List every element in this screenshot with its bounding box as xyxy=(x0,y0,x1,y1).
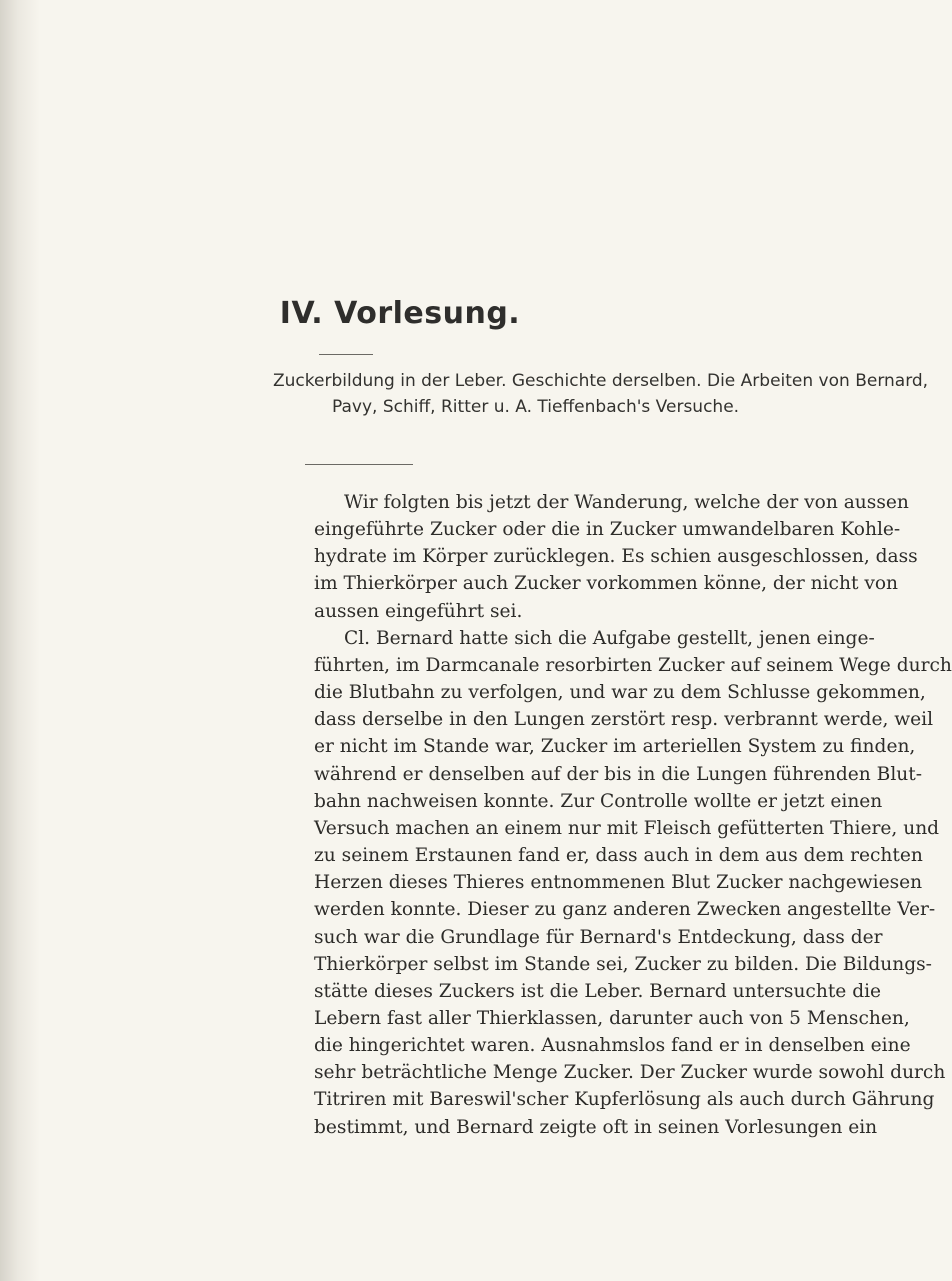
text-line: im Thierkörper auch Zucker vorkommen könne, der nicht von xyxy=(314,573,899,595)
text-line: die Blutbahn zu verfolgen, und war zu dem Schlusse gekommen, xyxy=(314,682,926,704)
text-line: Wir folgten bis jetzt der Wanderung, welche der von aussen xyxy=(344,492,909,513)
text-line: werden konnte. Dieser zu ganz anderen Zwecken angestellte Ver- xyxy=(314,899,936,921)
text-line: bestimmt, und Bernard zeigte oft in seinen Vorlesungen ein xyxy=(314,1116,878,1138)
paragraph xyxy=(314,489,918,625)
text-line: zu seinem Erstaunen fand er, dass auch in dem aus dem rechten xyxy=(314,845,923,867)
text-line: Herzen dieses Thieres entnommenen Blut Zucker nachgewiesen xyxy=(314,872,923,894)
chapter-summary xyxy=(0,368,929,420)
text-line: Lebern fast aller Thierklassen, darunter auch von 5 Menschen, xyxy=(314,1007,910,1029)
text-line: Thierkörper selbst im Stande sei, Zucker zu bilden. Die Bildungs- xyxy=(314,953,932,975)
text-line: sehr beträchtliche Menge Zucker. Der Zucker wurde sowohl durch xyxy=(314,1062,946,1084)
text-line: während er denselben auf der bis in die Lungen führenden Blut- xyxy=(314,763,923,785)
summary-line: Pavy, Schiff, Ritter u. A. Tieffenbach's Versuche. xyxy=(332,397,740,417)
chapter-title: IV. Vorlesung. xyxy=(279,296,521,331)
text-line: bahn nachweisen konnte. Zur Controlle wollte er jetzt einen xyxy=(314,790,883,812)
text-line: die hingerichtet waren. Ausnahmslos fand er in denselben eine xyxy=(314,1035,911,1057)
paragraph xyxy=(314,625,952,1141)
text-line: such war die Grundlage für Bernard's Entdeckung, dass der xyxy=(314,926,883,948)
text-line: Cl. Bernard hatte sich die Aufgabe gestellt, jenen einge- xyxy=(344,627,875,649)
text-line: aussen eingeführt sei. xyxy=(314,600,523,622)
page-edge-shadow xyxy=(0,0,40,1281)
text-line: führten, im Darmcanale resorbirten Zucker auf seinem Wege durch xyxy=(314,654,952,676)
summary-line: Zuckerbildung in der Leber. Geschichte derselben. Die Arbeiten von Bernard, xyxy=(273,371,929,391)
summary-divider xyxy=(305,464,413,465)
text-line: er nicht im Stande war, Zucker im arteriellen System zu finden, xyxy=(314,736,916,758)
text-line: eingeführte Zucker oder die in Zucker umwandelbaren Kohle- xyxy=(314,519,901,541)
text-line: hydrate im Körper zurücklegen. Es schien ausgeschlossen, dass xyxy=(314,546,918,568)
body-text xyxy=(314,489,952,1141)
text-line: stätte dieses Zuckers ist die Leber. Bernard untersuchte die xyxy=(314,980,882,1002)
title-divider xyxy=(319,354,373,355)
text-line: Versuch machen an einem nur mit Fleisch gefütterten Thiere, und xyxy=(314,817,940,839)
text-line: Titriren mit Bareswil'scher Kupferlösung als auch durch Gährung xyxy=(314,1089,935,1111)
text-line: dass derselbe in den Lungen zerstört resp. verbrannt werde, weil xyxy=(314,709,934,731)
